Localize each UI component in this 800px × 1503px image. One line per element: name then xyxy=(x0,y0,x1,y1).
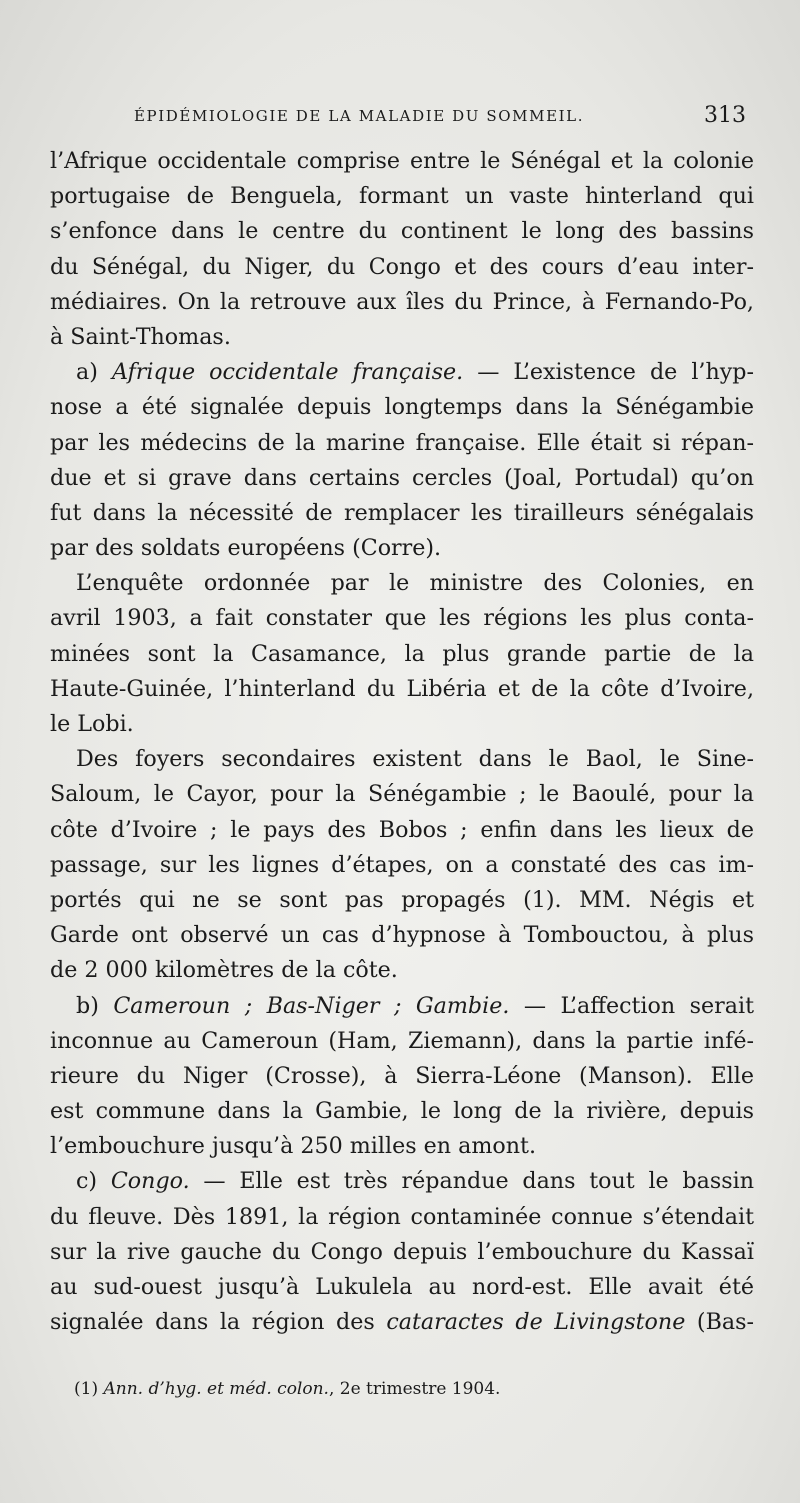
text-line xyxy=(50,1094,754,1129)
text-line xyxy=(50,1270,754,1305)
text-run: c) xyxy=(76,1168,111,1195)
text-run: par les médecins de la marine française. Elle était si répan- xyxy=(50,429,754,456)
running-head: ÉPIDÉMIOLOGIE DE LA MALADIE DU SOMMEIL. xyxy=(134,107,585,125)
text-run: a) xyxy=(76,359,112,386)
footnote-rest: , 2e trimestre 1904. xyxy=(328,1379,501,1399)
text-line xyxy=(50,531,754,566)
text-run: portés qui ne se sont pas propagés (1). MM. Négis et xyxy=(50,886,754,913)
text-line xyxy=(50,742,754,777)
text-line xyxy=(50,496,754,531)
text-run: est commune dans la Gambie, le long de la rivière, depuis xyxy=(50,1098,754,1125)
text-line xyxy=(50,179,754,214)
text-line xyxy=(50,355,754,390)
text-line xyxy=(50,777,754,812)
text-line xyxy=(50,1024,754,1059)
text-run: sur la rive gauche du Congo depuis l’embouchure du Kassaï xyxy=(50,1238,754,1265)
text-line xyxy=(50,390,754,425)
text-run: — Elle est très répandue dans tout le bassin xyxy=(189,1168,754,1195)
text-line xyxy=(50,1305,754,1340)
text-run: du fleuve. Dès 1891, la région contaminée connue s’étendait xyxy=(50,1203,754,1230)
text-run: Des foyers secondaires existent dans le Baol, le Sine- xyxy=(76,746,754,773)
text-line xyxy=(50,214,754,249)
text-run: du Sénégal, du Niger, du Congo et des cours d’eau inter- xyxy=(50,253,754,280)
text-line xyxy=(50,953,754,988)
text-run: passage, sur les lignes d’étapes, on a constaté des cas im- xyxy=(50,851,754,878)
text-run: minées sont la Casamance, la plus grande partie de la xyxy=(50,640,754,667)
text-run: rieure du Niger (Crosse), à Sierra-Léone (Manson). Elle xyxy=(50,1062,754,1089)
italic-run: Afrique occidentale française. xyxy=(111,359,464,386)
text-line xyxy=(50,1200,754,1235)
text-run: signalée dans la région des xyxy=(50,1309,387,1336)
text-run: l’Afrique occidentale comprise entre le Sénégal et la colonie xyxy=(50,148,754,174)
text-line xyxy=(50,672,754,707)
body-text xyxy=(50,144,754,1340)
text-run: (Bas- xyxy=(685,1309,754,1336)
text-line xyxy=(50,1235,754,1270)
text-run: Garde ont observé un cas d’hypnose à Tombouctou, à plus xyxy=(50,922,754,949)
text-line xyxy=(50,601,754,636)
text-run: nose a été signalée depuis longtemps dans la Sénégambie xyxy=(50,394,754,421)
page-number: 313 xyxy=(704,103,746,128)
text-line xyxy=(50,461,754,496)
text-line xyxy=(50,1059,754,1094)
text-line xyxy=(50,848,754,883)
text-line xyxy=(50,918,754,953)
text-line xyxy=(50,989,754,1024)
text-line xyxy=(50,285,754,320)
text-line xyxy=(50,1164,754,1199)
page-header xyxy=(0,103,800,133)
text-run: portugaise de Benguela, formant un vaste hinterland qui xyxy=(50,183,754,210)
text-line xyxy=(50,637,754,672)
footnote xyxy=(74,1379,500,1399)
text-run: par des soldats européens (Corre). xyxy=(50,535,442,562)
italic-run: Congo. xyxy=(110,1168,190,1195)
text-run: due et si grave dans certains cercles (Joal, Portudal) qu’on xyxy=(50,464,754,491)
footnote-source: Ann. d’hyg. et méd. colon. xyxy=(103,1379,329,1399)
text-line xyxy=(50,707,754,742)
text-run: b) xyxy=(76,992,114,1019)
text-line xyxy=(50,813,754,848)
text-run: — L’affection serait xyxy=(509,992,754,1019)
text-run: médiaires. On la retrouve aux îles du Prince, à Fernando-Po, xyxy=(50,288,754,315)
text-line xyxy=(50,250,754,285)
text-run: de 2 000 kilomètres de la côte. xyxy=(50,957,398,984)
text-run: côte d’Ivoire ; le pays des Bobos ; enfin dans les lieux de xyxy=(50,816,754,843)
text-line xyxy=(50,426,754,461)
text-run: Saloum, le Cayor, pour la Sénégambie ; le Baoulé, pour la xyxy=(50,781,754,808)
text-run: — L’existence de l’hyp- xyxy=(463,359,755,386)
text-run: avril 1903, a fait constater que les régions les plus conta- xyxy=(50,605,754,632)
text-run: l’embouchure jusqu’à 250 milles en amont. xyxy=(50,1133,537,1160)
text-run: s’enfonce dans le centre du continent le long des bassins xyxy=(50,218,754,245)
text-run: au sud-ouest jusqu’à Lukulela au nord-est. Elle avait été xyxy=(50,1274,754,1300)
text-run: Haute-Guinée, l’hinterland du Libéria et de la côte d’Ivoire, xyxy=(50,675,754,702)
text-run: le Lobi. xyxy=(50,711,134,737)
text-line xyxy=(50,566,754,601)
text-run: L’enquête ordonnée par le ministre des Colonies, en xyxy=(76,570,754,597)
text-line xyxy=(50,883,754,918)
text-run: à Saint-Thomas. xyxy=(50,323,231,350)
text-line xyxy=(50,144,754,179)
text-line xyxy=(50,1129,754,1164)
italic-run: Cameroun ; Bas-Niger ; Gambie. xyxy=(113,992,510,1019)
text-run: inconnue au Cameroun (Ham, Ziemann), dans la partie infé- xyxy=(50,1027,754,1054)
footnote-marker: (1) xyxy=(74,1379,99,1399)
text-line xyxy=(50,320,754,355)
text-run: fut dans la nécessité de remplacer les tirailleurs sénégalais xyxy=(50,499,754,526)
italic-run: cataractes de Livingstone xyxy=(386,1309,686,1336)
